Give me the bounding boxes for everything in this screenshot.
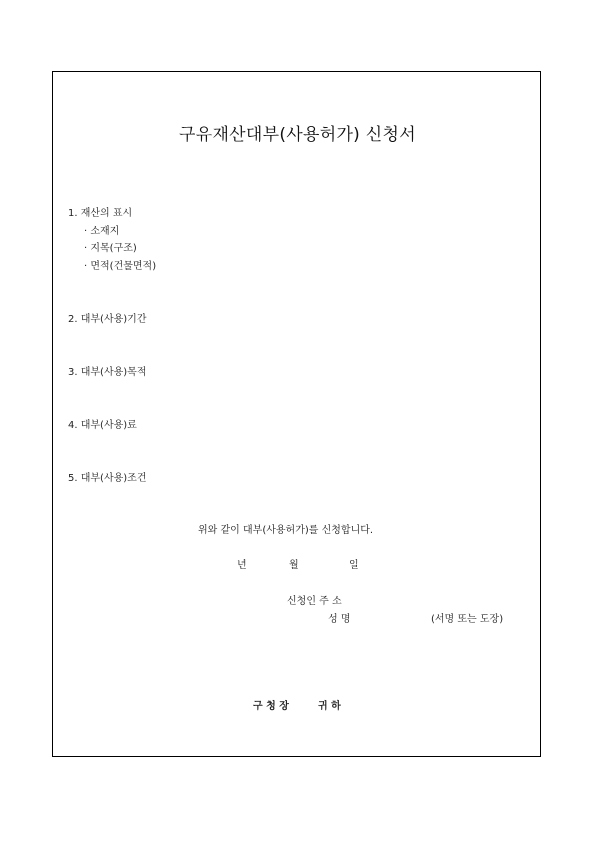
applicant-address-label: 신청인 주 소 [287, 596, 342, 607]
date-day-label: 일 [349, 560, 359, 571]
form-border [52, 71, 541, 757]
signature-note: (서명 또는 도장) [431, 614, 504, 625]
applicant-name-label: 성 명 [328, 614, 351, 625]
date-month-label: 월 [289, 560, 299, 571]
declaration-text: 위와 같이 대부(사용허가)를 신청합니다. [198, 525, 374, 536]
section-1-item-area: · 면적(건물면적) [84, 261, 157, 272]
section-2-loan-period: 2. 대부(사용)기간 [68, 314, 147, 325]
form-title: 구유재산대부(사용허가) 신청서 [179, 125, 416, 145]
section-5-loan-conditions: 5. 대부(사용)조건 [68, 473, 147, 484]
section-1-item-location: · 소재지 [84, 226, 120, 237]
addressee-name: 구 청 장 [253, 701, 289, 712]
addressee-honorific: 귀 하 [318, 701, 341, 712]
section-1-heading: 1. 재산의 표시 [68, 208, 133, 219]
section-3-loan-purpose: 3. 대부(사용)목적 [68, 367, 147, 378]
section-4-loan-fee: 4. 대부(사용)료 [68, 420, 137, 431]
date-year-label: 년 [237, 560, 247, 571]
section-1-item-land-category: · 지목(구조) [84, 243, 137, 254]
